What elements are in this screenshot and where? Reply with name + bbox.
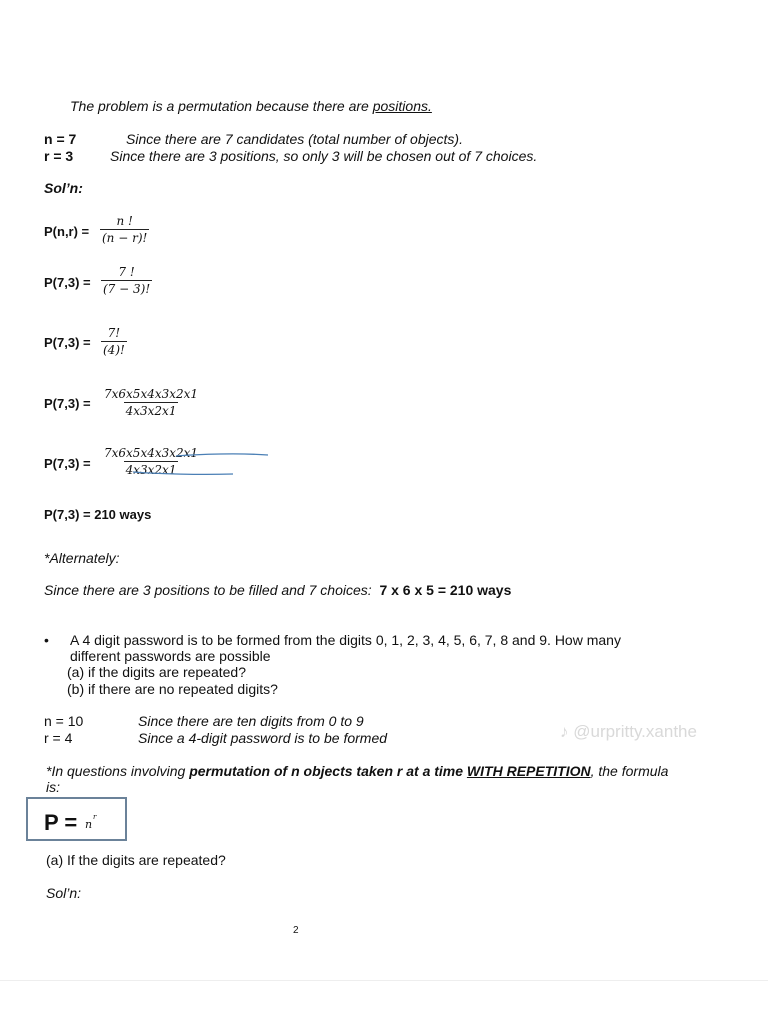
numerator-cancel-stroke — [176, 454, 268, 456]
eq5-numerator: 7x6x5x4x3x2x1 — [104, 446, 199, 460]
note-is: is: — [46, 779, 60, 795]
r2-explanation: Since a 4-digit password is to be formed — [138, 730, 388, 746]
intro-main: The problem is a permutation because there are — [70, 98, 369, 114]
formula-base: n — [85, 818, 93, 831]
bullet-icon: • — [44, 632, 49, 648]
eq2-lhs: P(7,3) = — [44, 275, 91, 290]
eq1-numerator: n ! — [116, 214, 133, 228]
r-label: r = 3 — [44, 148, 74, 164]
page-bottom-divider — [0, 980, 768, 981]
eq4-numerator: 7x6x5x4x3x2x1 — [104, 387, 199, 401]
eq3-lhs: P(7,3) = — [44, 335, 91, 350]
r-explanation: Since there are 3 positions, so only 3 will be chosen out of 7 choices. — [110, 148, 538, 164]
eq1-denominator: (n − r)! — [102, 231, 148, 245]
tiktok-icon: ♪ — [560, 722, 569, 741]
note-underlined: WITH REPETITION — [466, 763, 591, 779]
solution-heading-1: Sol’n: — [44, 180, 83, 196]
eq1-lhs: P(n,r) = — [44, 224, 90, 239]
alternate-line — [44, 582, 511, 598]
r2-label-text: r = 4 — [44, 730, 73, 746]
question-part-a: (a) if the digits are repeated? — [67, 664, 246, 680]
intro-underlined: positions. — [372, 98, 432, 114]
alternate-answer: 7 x 6 x 5 = 210 ways — [379, 582, 512, 598]
result-line: P(7,3) = 210 ways — [44, 507, 152, 522]
n-explanation: Since there are 7 candidates (total number of objects). — [126, 131, 463, 147]
repetition-note — [46, 763, 668, 779]
watermark — [560, 722, 697, 742]
alternate-label: *Alternately: — [44, 550, 120, 566]
eq3-denominator: (4)! — [103, 343, 125, 357]
question-line-1: A 4 digit password is to be formed from the digits 0, 1, 2, 3, 4, 5, 6, 7, 8 and 9. How many — [70, 632, 621, 648]
note-pre: *In questions involving — [46, 763, 186, 779]
solution-heading-2: Sol’n: — [46, 885, 82, 901]
alternate-text: Since there are 3 positions to be filled and 7 choices: — [44, 582, 372, 598]
n2-label: n = 10 — [44, 713, 84, 729]
eq4-denominator: 4x3x2x1 — [125, 404, 177, 418]
question-part-b: (b) if there are no repeated digits? — [67, 681, 278, 697]
note-post: , the formula — [590, 763, 669, 779]
denominator-cancel-stroke — [133, 472, 233, 474]
part-a-heading: (a) If the digits are repeated? — [46, 852, 226, 868]
r2-label — [44, 730, 72, 746]
eq5-denominator: 4x3x2x1 — [125, 463, 177, 477]
eq2-denominator: (7 − 3)! — [103, 282, 151, 296]
eq4-lhs: P(7,3) = — [44, 396, 91, 411]
n-label: n = 7 — [44, 131, 77, 147]
note-bold: permutation of n objects taken r at a time — [189, 763, 464, 779]
page-number: 2 — [293, 925, 299, 936]
question-line-2: different passwords are possible — [70, 648, 271, 664]
formula-lhs: P = — [44, 810, 78, 835]
watermark-text: @urpritty.xanthe — [573, 722, 697, 741]
eq5-lhs: P(7,3) = — [44, 456, 91, 471]
formula-exponent: r — [93, 813, 97, 821]
n2-explanation: Since there are ten digits from 0 to 9 — [138, 713, 364, 729]
eq2-numerator: 7 ! — [118, 265, 135, 279]
eq3-numerator: 7! — [107, 326, 121, 340]
